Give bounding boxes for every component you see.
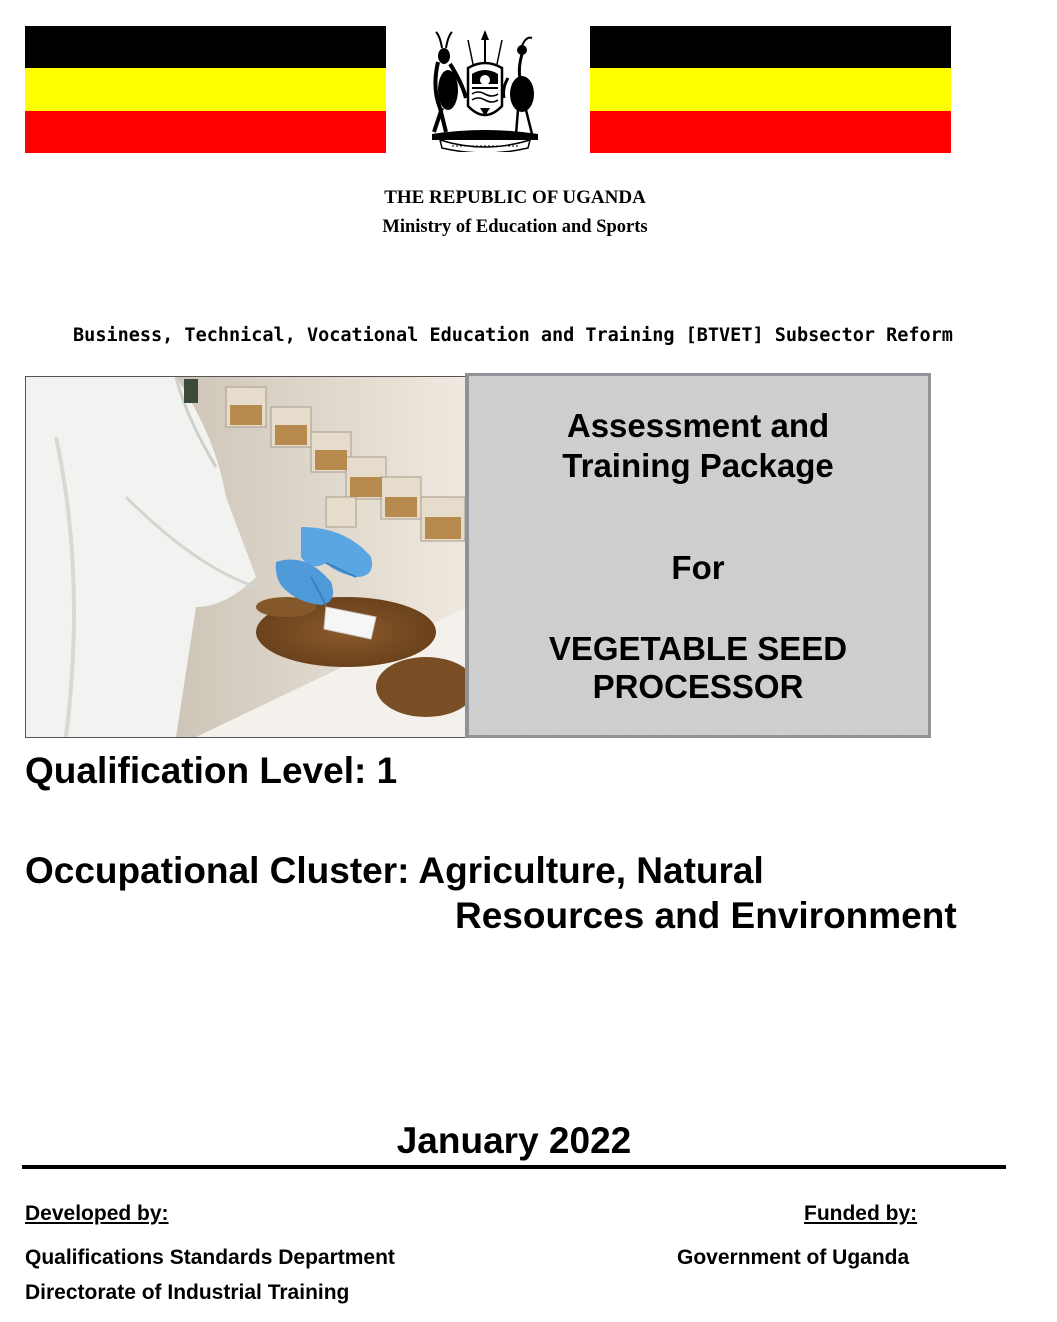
developer-department: Qualifications Standards Department — [25, 1246, 395, 1269]
package-title-line2: Training Package — [562, 447, 834, 484]
occupation-title — [465, 630, 931, 706]
occupation-title-line1: VEGETABLE SEED — [548, 630, 848, 667]
package-for: For — [671, 549, 725, 586]
funded-by-label: Funded by: — [804, 1202, 918, 1225]
uganda-flag-left — [25, 26, 386, 153]
funder-name: Government of Uganda — [677, 1246, 910, 1269]
qualification-level: Qualification Level: 1 — [25, 750, 398, 791]
developer-directorate: Directorate of Industrial Training — [25, 1281, 350, 1304]
package-title — [465, 406, 931, 486]
uganda-flag-right — [590, 26, 951, 153]
occupational-cluster-line2: Resources and Environment — [455, 895, 957, 936]
divider — [22, 1165, 1006, 1169]
occupational-cluster-line1: Occupational Cluster: Agriculture, Natural — [25, 850, 764, 891]
republic-title: THE REPUBLIC OF UGANDA — [384, 187, 646, 208]
reform-line: Business, Technical, Vocational Education and Training [BTVET] Subsector Reform — [73, 325, 953, 346]
seed-processing-photo — [25, 376, 469, 738]
package-title-line1: Assessment and — [566, 407, 830, 444]
developed-by-label: Developed by: — [25, 1202, 169, 1225]
occupation-title-line2: PROCESSOR — [592, 668, 804, 705]
coat-of-arms-icon — [422, 28, 548, 152]
publication-date: January 2022 — [396, 1120, 632, 1161]
ministry-name: Ministry of Education and Sports — [382, 217, 648, 237]
